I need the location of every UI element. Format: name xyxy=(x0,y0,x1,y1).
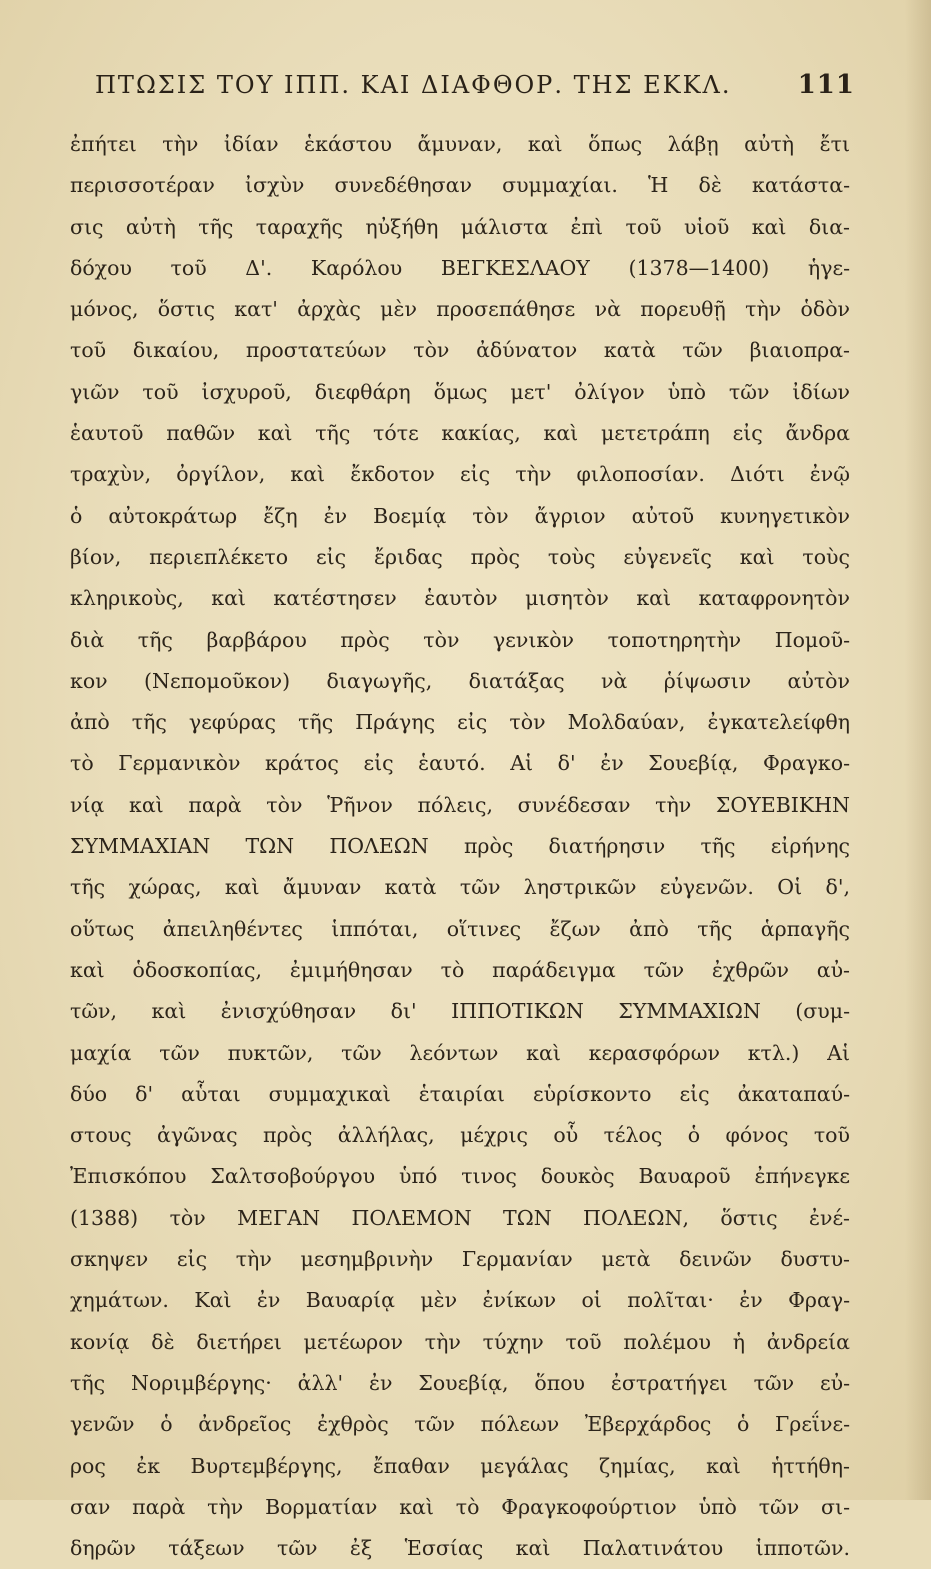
text-line: νίᾳ καὶ παρὰ τὸν Ῥῆνον πόλεις, συνέδεσαν τὴν ΣΟΥΕΒΙΚΗΝ xyxy=(70,792,850,817)
text-line: τῆς χώρας, καὶ ἄμυναν κατὰ τῶν ληστρικῶν εὐγενῶν. Οἱ δ', xyxy=(70,875,850,900)
text-line: γενῶν ὁ ἀνδρεῖος ἐχθρὸς τῶν πόλεων Ἐβερχάρδος ὁ Γρεΐνε- xyxy=(70,1412,850,1437)
text-line: Ἐπισκόπου Σαλτσοβούργου ὑπό τινος δουκὸς Βαυαροῦ ἐπήνεγκε xyxy=(70,1164,850,1189)
body-text xyxy=(70,124,850,1569)
text-line: κληρικοὺς, καὶ κατέστησεν ἑαυτὸν μισητὸν καὶ καταφρονητὸν xyxy=(70,586,850,611)
text-line: ἑαυτοῦ παθῶν καὶ τῆς τότε κακίας, καὶ μετετράπη εἰς ἄνδρα xyxy=(70,421,850,446)
text-line: χημάτων. Καὶ ἐν Βαυαρίᾳ μὲν ἐνίκων οἱ πολῖται· ἐν Φραγ- xyxy=(70,1288,850,1313)
text-line: περισσοτέραν ἰσχὺν συνεδέθησαν συμμαχίαι. Ἡ δὲ κατάστα- xyxy=(70,173,850,198)
text-line: τραχὺν, ὀργίλον, καὶ ἔκδοτον εἰς τὴν φιλοποσίαν. Διότι ἐνῷ xyxy=(70,462,850,487)
text-line: γιῶν τοῦ ἰσχυροῦ, διεφθάρη ὅμως μετ' ὀλίγον ὑπὸ τῶν ἰδίων xyxy=(70,379,850,404)
running-header xyxy=(95,70,855,114)
text-line: διὰ τῆς βαρβάρου πρὸς τὸν γενικὸν τοποτηρητὴν Πομοῦ- xyxy=(70,627,850,652)
text-line: σκηψεν εἰς τὴν μεσημβρινὴν Γερμανίαν μετὰ δεινῶν δυστυ- xyxy=(70,1247,850,1272)
text-line: μόνος, ὅστις κατ' ἀρχὰς μὲν προσεπάθησε νὰ πορευθῇ τὴν ὁδὸν xyxy=(70,297,850,322)
text-line: μαχία τῶν πυκτῶν, τῶν λεόντων καὶ κερασφόρων κτλ.) Αἱ xyxy=(70,1040,850,1065)
text-line: ἐπήτει τὴν ἰδίαν ἑκάστου ἄμυναν, καὶ ὅπως λάβῃ αὐτὴ ἔτι xyxy=(70,132,850,156)
text-line: κον (Νεπομοῦκον) διαγωγῆς, διατάξας νὰ ῥίψωσιν αὐτὸν xyxy=(70,668,850,693)
text-line: σαν παρὰ τὴν Βορματίαν καὶ τὸ Φραγκοφούρτιον ὑπὸ τῶν σι- xyxy=(70,1494,850,1519)
text-line: τῆς Νοριμβέργης· ἀλλ' ἐν Σουεβίᾳ, ὅπου ἐστρατήγει τῶν εὐ- xyxy=(70,1370,850,1395)
text-line: καὶ ὁδοσκοπίας, ἐμιμήθησαν τὸ παράδειγμα τῶν ἐχθρῶν αὐ- xyxy=(70,957,850,982)
text-line: ὁ αὐτοκράτωρ ἔζη ἐν Βοεμίᾳ τὸν ἄγριον αὐτοῦ κυνηγετικὸν xyxy=(70,503,850,528)
text-line: σις αὐτὴ τῆς ταραχῆς ηὐξήθη μάλιστα ἐπὶ τοῦ υἱοῦ καὶ δια- xyxy=(70,214,850,239)
running-title: ΠΤΩΣΙΣ ΤΟΥ ΙΠΠ. ΚΑΙ ΔΙΑΦΘΟΡ. ΤΗΣ ΕΚΚΛ. xyxy=(95,71,732,99)
text-line: δόχου τοῦ Δ'. Καρόλου ΒΕΓΚΕΣΛΑΟΥ (1378—1400) ἡγε- xyxy=(70,255,850,280)
text-line: κονίᾳ δὲ διετήρει μετέωρον τὴν τύχην τοῦ πολέμου ἡ ἀνδρεία xyxy=(70,1329,850,1354)
text-line: τοῦ δικαίου, προστατεύων τὸν ἀδύνατον κατὰ τῶν βιαιοπρα- xyxy=(70,338,850,363)
text-line: δύο δ' αὗται συμμαχικαὶ ἑταιρίαι εὑρίσκοντο εἰς ἀκαταπαύ- xyxy=(70,1081,850,1106)
text-line: (1388) τὸν ΜΕΓΑΝ ΠΟΛΕΜΟΝ ΤΩΝ ΠΟΛΕΩΝ, ὅστις ἐνέ- xyxy=(70,1205,850,1230)
text-line: ἀπὸ τῆς γεφύρας τῆς Πράγης εἰς τὸν Μολδαύαν, ἐγκατελείφθη xyxy=(70,710,850,735)
page-number: 111 xyxy=(797,70,855,100)
text-line: ΣΥΜΜΑΧΙΑΝ ΤΩΝ ΠΟΛΕΩΝ πρὸς διατήρησιν τῆς εἰρήνης xyxy=(70,834,850,859)
text-line: τὸ Γερμανικὸν κράτος εἰς ἑαυτό. Αἱ δ' ἐν Σουεβίᾳ, Φραγκο- xyxy=(70,751,850,776)
text-line: οὕτως ἀπειληθέντες ἱππόται, οἵτινες ἔζων ἀπὸ τῆς ἁρπαγῆς xyxy=(70,916,850,941)
text-line: στους ἀγῶνας πρὸς ἀλλήλας, μέχρις οὗ τέλος ὁ φόνος τοῦ xyxy=(70,1123,850,1148)
text-line: τῶν, καὶ ἐνισχύθησαν δι' ΙΠΠΟΤΙΚΩΝ ΣΥΜΜΑΧΙΩΝ (συμ- xyxy=(70,999,850,1024)
text-line: δηρῶν τάξεων τῶν ἐξ Ἑσσίας καὶ Παλατινάτου ἱπποτῶν. xyxy=(70,1536,850,1561)
text-line: βίον, περιεπλέκετο εἰς ἔριδας πρὸς τοὺς εὐγενεῖς καὶ τοὺς xyxy=(70,544,850,569)
text-line: ρος ἐκ Βυρτεμβέργης, ἔπαθαν μεγάλας ζημίας, καὶ ἡττήθη- xyxy=(70,1453,850,1478)
